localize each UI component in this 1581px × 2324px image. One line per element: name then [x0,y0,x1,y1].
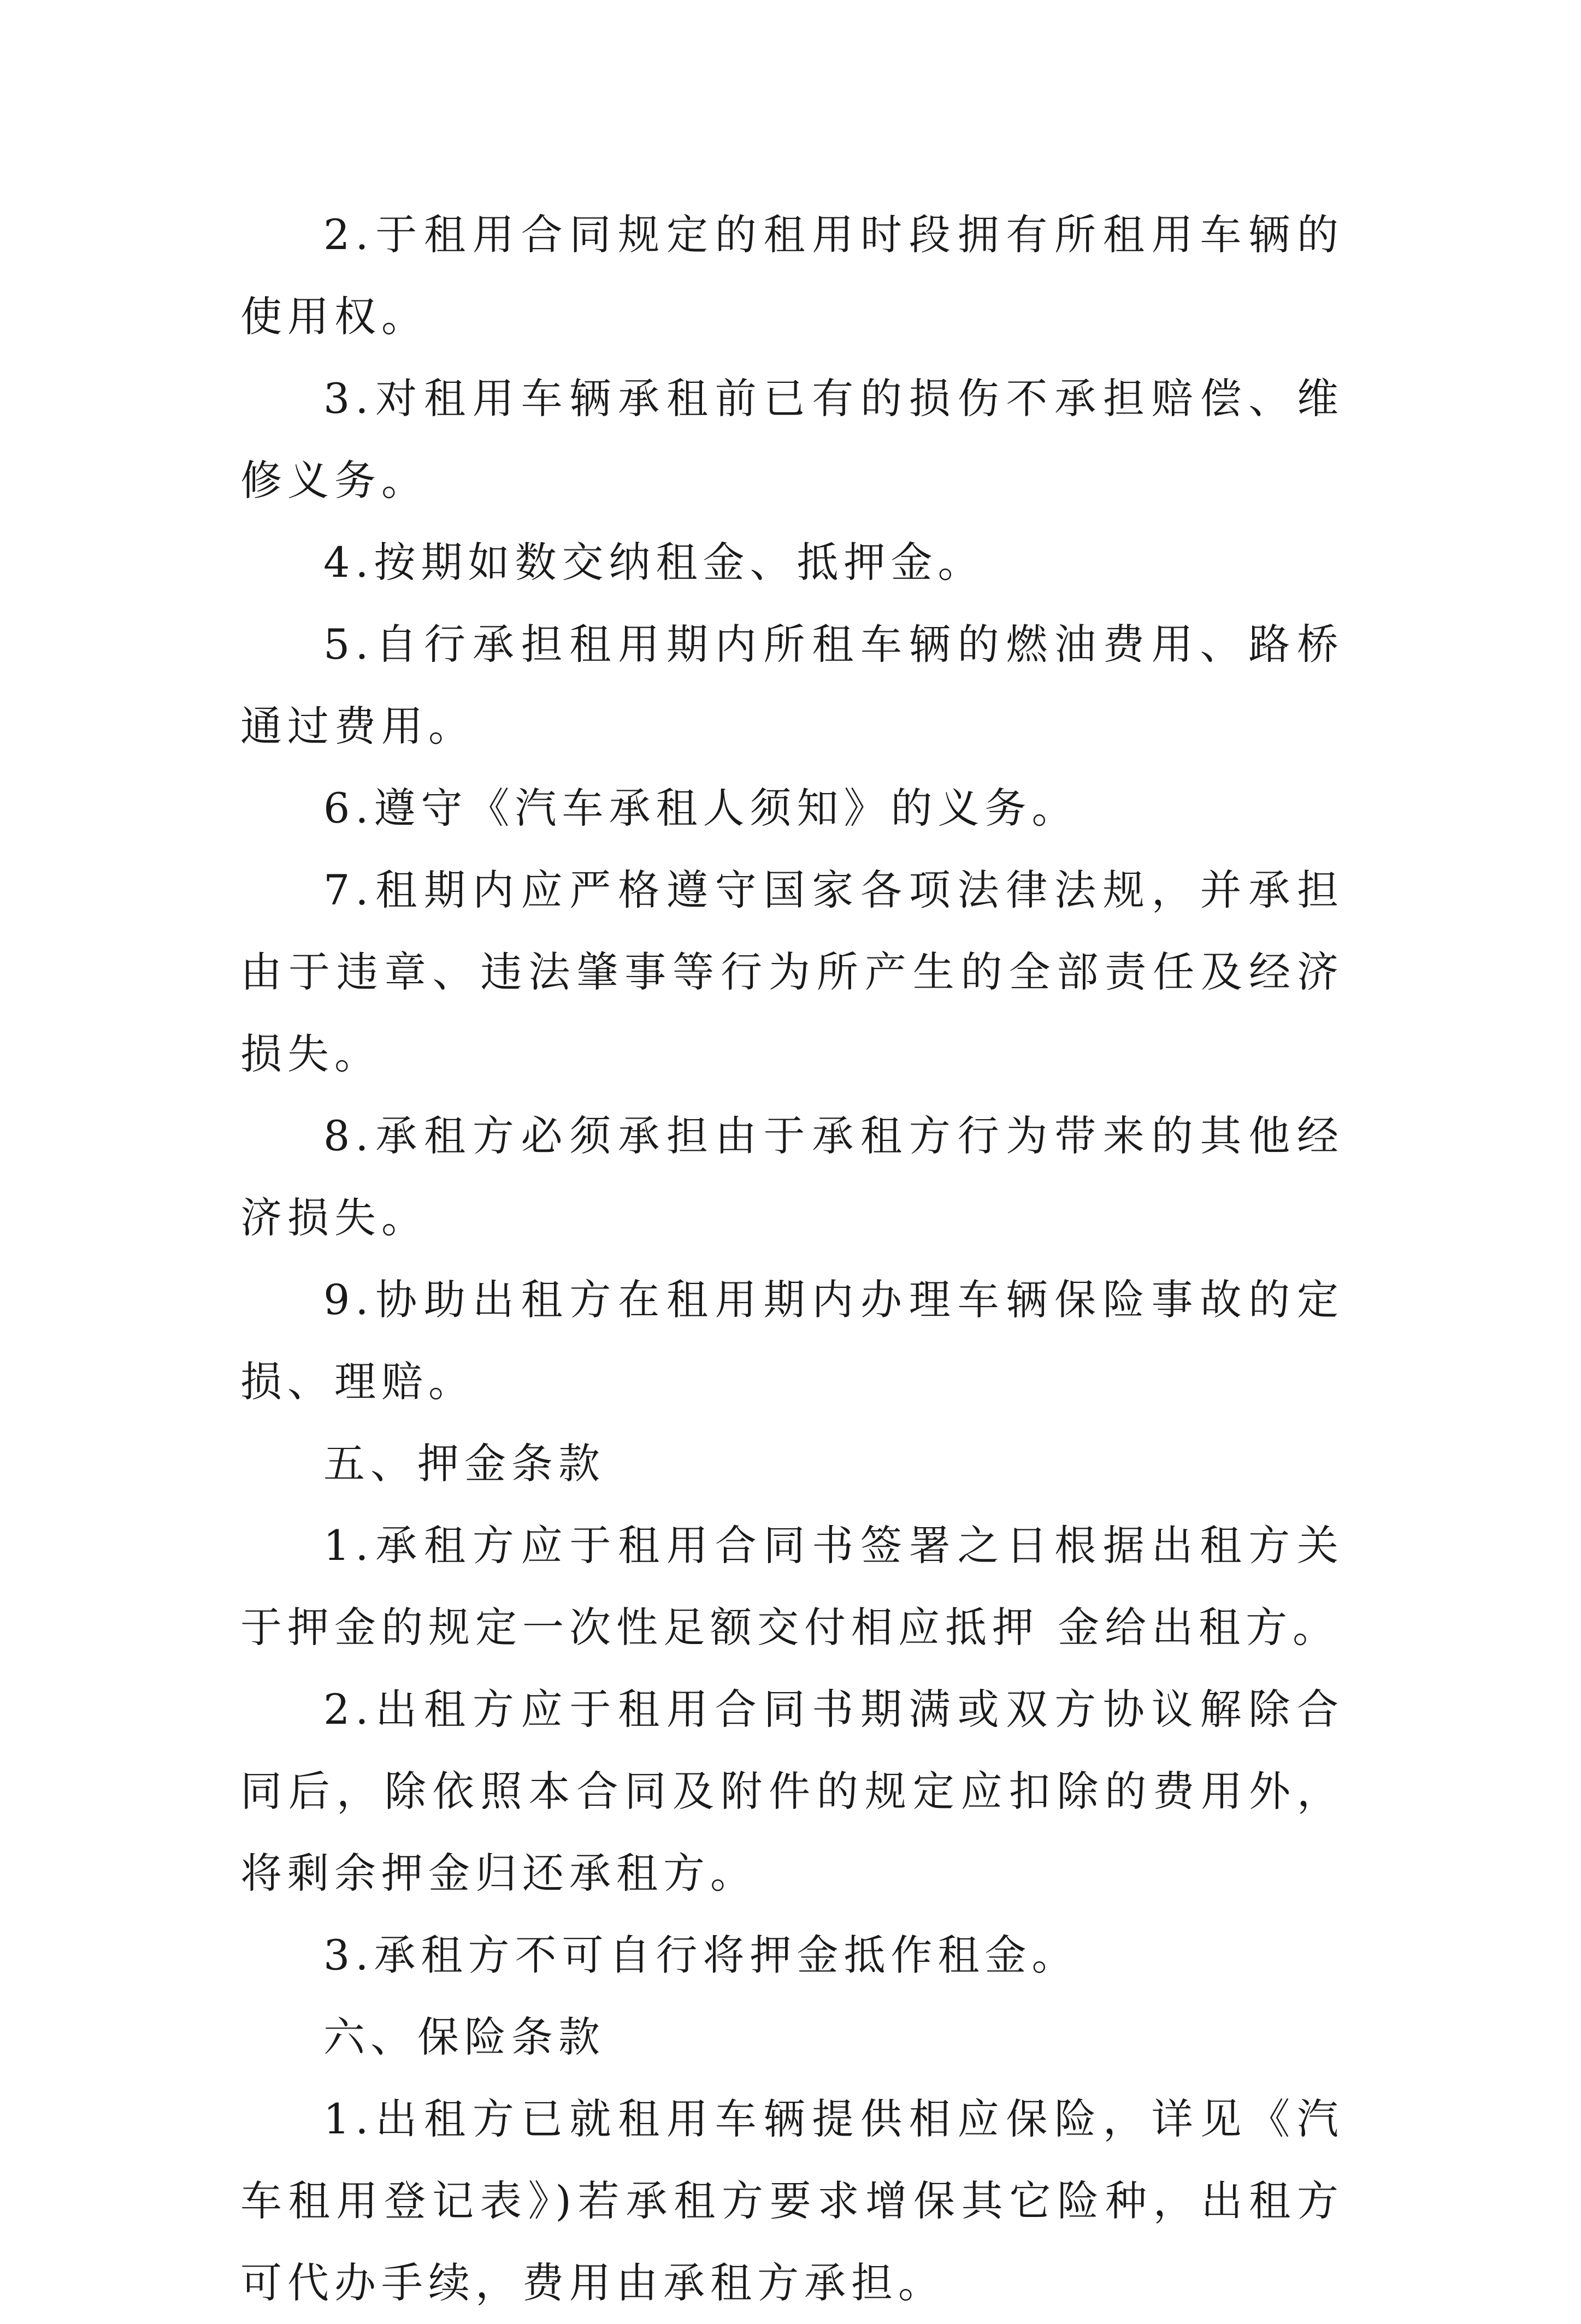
paragraph-item-6: 6.遵守《汽车承租人须知》的义务。 [323,784,1079,832]
deposit-clause-1: 1.承租方应于租用合同书签署之日根据出租方关于押金的规定一次性足额交付相应抵押 金给出租方。 [240,1521,1344,1652]
paragraph-item-5: 5.自行承担租用期内所租车辆的燃油费用、路桥通过费用。 [240,620,1344,750]
paragraph-item-7: 7.租期内应严格遵守国家各项法律法规，并承担由于违章、违法肇事等行为所产生的全部责任及经济损失。 [240,866,1344,1078]
section-heading-deposit: 五、押金条款 [323,1439,605,1488]
deposit-clause-3: 3.承租方不可自行将押金抵作租金。 [323,1931,1079,1979]
document-body [240,194,1344,2324]
paragraph-item-8: 8.承租方必须承担由于承租方行为带来的其他经济损失。 [240,1111,1344,1242]
paragraph-item-9: 9.协助出租方在租用期内办理车辆保险事故的定损、理赔。 [240,1275,1344,1406]
insurance-clause-1: 1.出租方已就租用车辆提供相应保险，详见《汽车租用登记表》)若承租方要求增保其它险种，出租方可代办手续，费用由承租方承担。 [240,2095,1344,2307]
paragraph-item-4: 4.按期如数交纳租金、抵押金。 [323,538,985,587]
paragraph-item-3: 3.对租用车辆承租前已有的损伤不承担赔偿、维修义务。 [240,374,1344,505]
paragraph-item-2: 2.于租用合同规定的租用时段拥有所租用车辆的使用权。 [240,210,1344,341]
deposit-clause-2: 2.出租方应于租用合同书期满或双方协议解除合同后，除依照本合同及附件的规定应扣除的费用外，将剩余押金归还承租方。 [240,1685,1344,1897]
section-heading-insurance: 六、保险条款 [323,2013,605,2061]
